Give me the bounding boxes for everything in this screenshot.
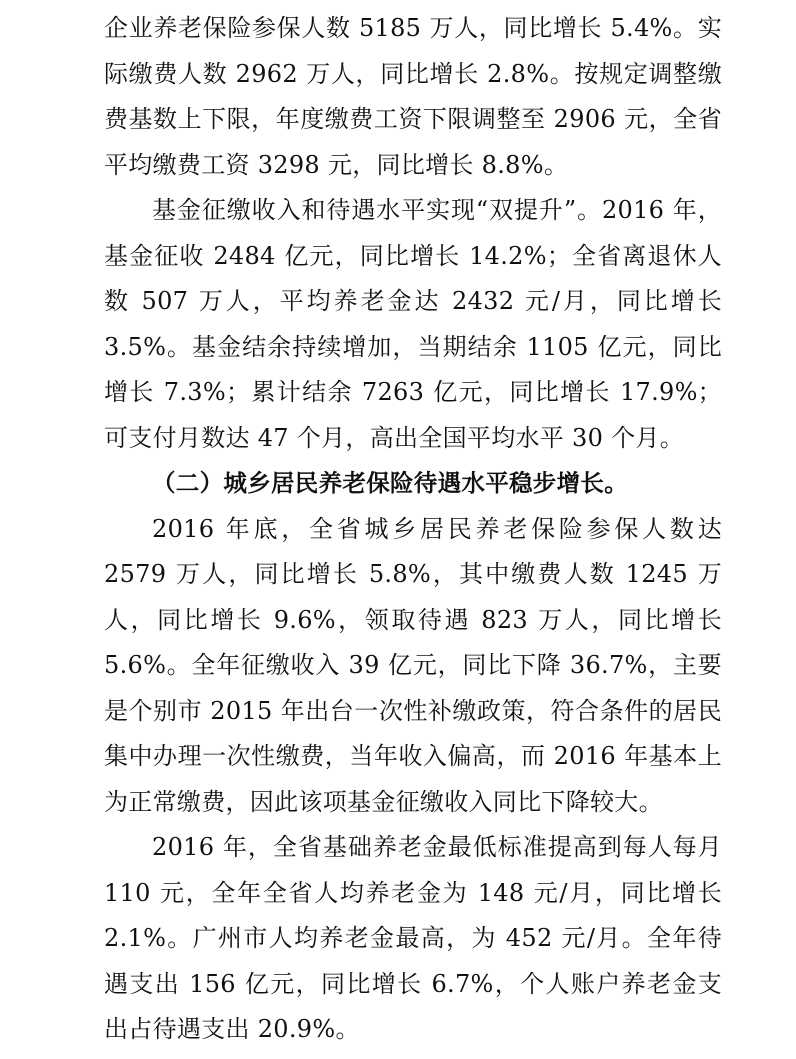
paragraph-basic-pension-standard: 2016 年，全省基础养老金最低标准提高到每人每月 110 元，全年全省人均养老金为 148 元/月，同比增长 2.1%。广州市人均养老金最高，为 452 元/月。全年待遇支出 156 亿元，同比增长 6.7%，个人账户养老金支出占待遇支出 20.9%。	[104, 833, 722, 1043]
paragraph-enterprise-pension-participants: 企业养老保险参保人数 5185 万人，同比增长 5.4%。实际缴费人数 2962 万人，同比增长 2.8%。按规定调整缴费基数上下限，年度缴费工资下限调整至 2906 元，全省平均缴费工资 3298 元，同比增长 8.8%。	[104, 14, 722, 179]
section-heading-urban-rural-pension: （二）城乡居民养老保险待遇水平稳步增长。	[152, 469, 628, 497]
document-page	[104, 6, 722, 1053]
paragraph-fund-income-and-benefits: 基金征缴收入和待遇水平实现“双提升”。2016 年，基金征收 2484 亿元，同比增长 14.2%；全省离退休人数 507 万人，平均养老金达 2432 元/月，同比增长 3.5%。基金结余持续增加，当期结余 1105 亿元，同比增长 7.3%；累计结余 7263 亿元，同比增长 17.9%；可支付月数达 47 个月，高出全国平均水平 30 个月。	[104, 196, 722, 452]
paragraph-urban-rural-participants: 2016 年底，全省城乡居民养老保险参保人数达 2579 万人，同比增长 5.8%，其中缴费人数 1245 万人，同比增长 9.6%，领取待遇 823 万人，同比增长 5.6%。全年征缴收入 39 亿元，同比下降 36.7%，主要是个别市 2015 年出台一次性补缴政策，符合条件的居民集中办理一次性缴费，当年收入偏高，而 2016 年基本上为正常缴费，因此该项基金征缴收入同比下降较大。	[104, 514, 722, 816]
